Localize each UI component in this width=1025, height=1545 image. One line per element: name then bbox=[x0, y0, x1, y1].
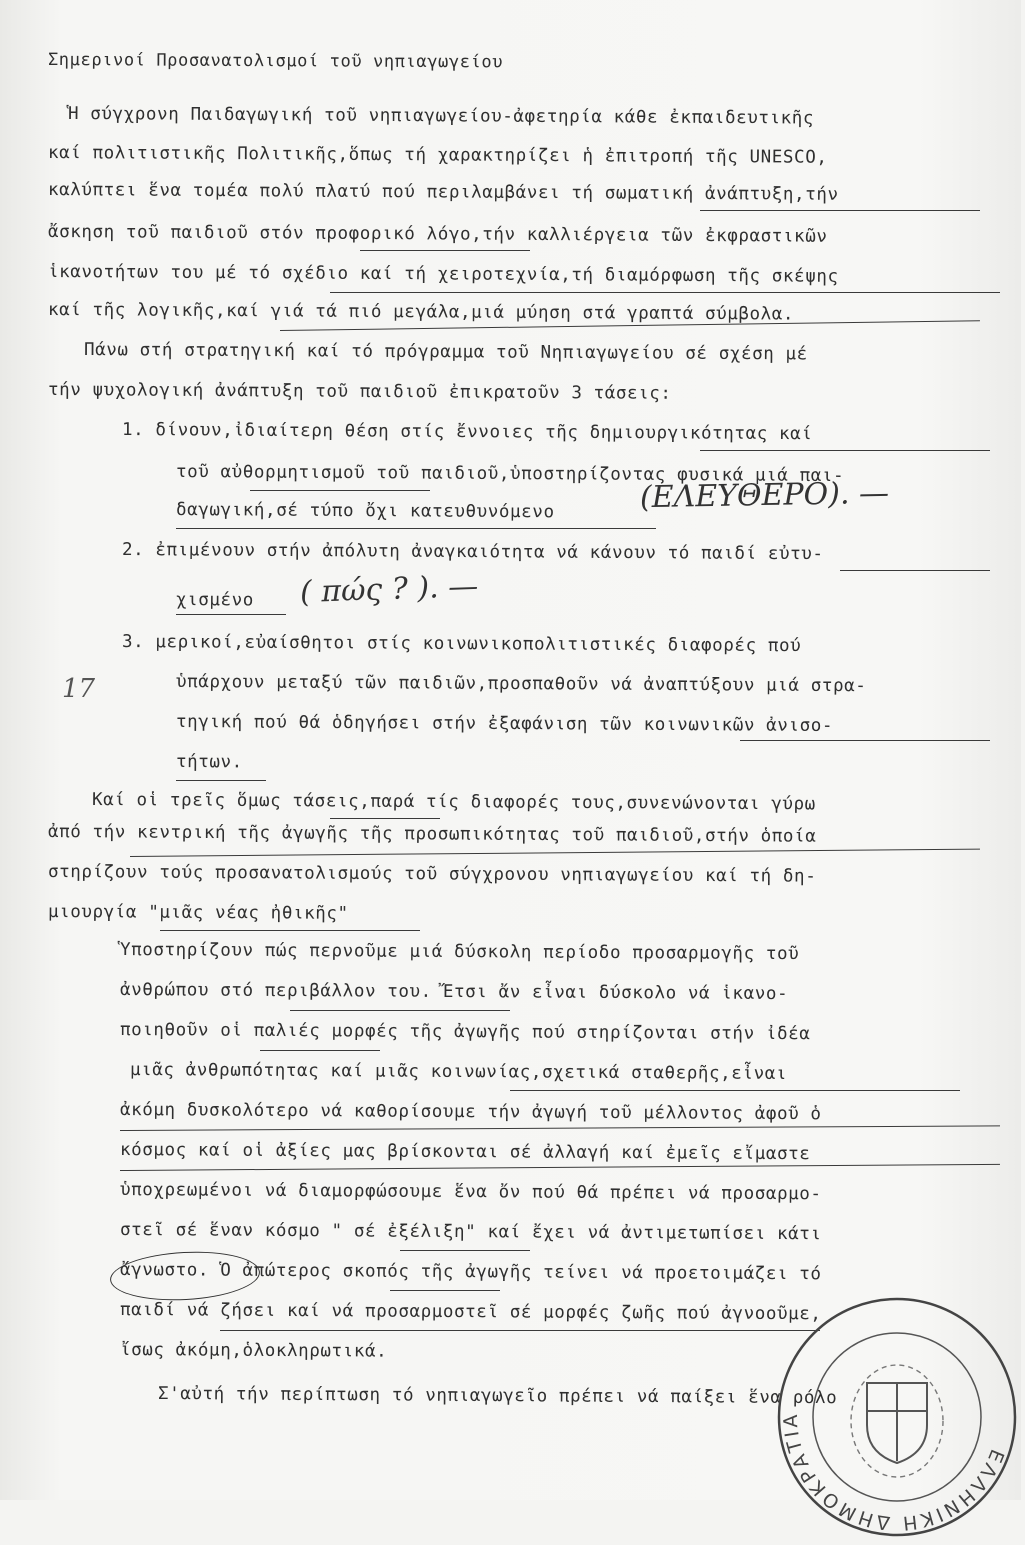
text-line-22: παιδί νά ζήσει καί νά προσαρμοστεῖ σέ μορφές ζωῆς πού ἀγνοοῦμε, bbox=[119, 1300, 822, 1325]
underline bbox=[740, 740, 990, 741]
text-line-3: καλύπτει ἕνα τομέα πολύ πλατύ πού περιλαμβάνει τή σωματική ἀνάπτυξη,τήν bbox=[47, 180, 839, 205]
list-item-1-line-2: τοῦ αὐθορμητισμοῦ τοῦ παιδιοῦ,ὑποστηρίζοντας φυσικά μιά παι- bbox=[175, 462, 845, 487]
text-line-20: στεῖ σέ ἕναν κόσμο " σέ ἐξέλιξη" καί ἔχει νά ἀντιμετωπίσει κάτι bbox=[119, 1220, 822, 1245]
underline bbox=[360, 250, 530, 251]
list-item-2-line-1: 2. ἐπιμένουν στήν ἀπόλυτη ἀναγκαιότητα νά κάνουν τό παιδί εὐτυ- bbox=[121, 540, 824, 565]
list-item-3-line-3: τηγική πού θά ὁδηγήσει στήν ἐξαφάνιση τῶν κοινωνικῶν ἀνισο- bbox=[175, 712, 834, 737]
underline bbox=[290, 1010, 510, 1011]
text-line-15: ποιηθοῦν οἱ παλιές μορφές τῆς ἀγωγῆς πού στηρίζονται στήν ἰδέα bbox=[119, 1020, 811, 1045]
text-line-1: Ἡ σύγχρονη Παιδαγωγική τοῦ νηπιαγωγείου-ἀφετηρία κάθε ἐκπαιδευτικῆς bbox=[67, 104, 815, 129]
list-item-3-line-2: ὑπάρχουν μεταξύ τῶν παιδιῶν,προσπαθοῦν νά ἀναπτύξουν μιά στρα- bbox=[175, 672, 867, 697]
underline bbox=[840, 570, 990, 571]
underline bbox=[176, 528, 656, 529]
text-line-4: ἄσκηση τοῦ παιδιοῦ στόν προφορικό λόγο,τήν καλλιέργεια τῶν ἐκφραστικῶν bbox=[47, 222, 828, 247]
stamp-text: ΕΛΛΗΝΙΚΗ ΔΗΜΟΚΡΑΤΙΑ bbox=[779, 1411, 1009, 1535]
text-line-23: ἴσως ἀκόμη,ὁλοκληρωτικά. bbox=[119, 1340, 388, 1362]
text-line-14: ἀνθρώπου στό περιβάλλον του. Ἔτσι ἄν εἶναι δύσκολο νά ἱκανο- bbox=[119, 980, 789, 1005]
underline bbox=[700, 210, 980, 211]
text-line-6: καί τῆς λογικῆς,καί γιά τά πιό μεγάλα,μιά μύηση στά γραπτά σύμβολα. bbox=[47, 300, 795, 325]
underline bbox=[330, 818, 440, 819]
text-line-7: Πάνω στή στρατηγική καί τό πρόγραμμα τοῦ Νηπιαγωγείου σέ σχέση μέ bbox=[83, 340, 808, 365]
list-item-1-line-1: 1. δίνουν,ἰδιαίτερη θέση στίς ἔννοιες τῆς δημιουργικότητας καί bbox=[121, 420, 813, 445]
handwritten-note-pos: ( πώς ? ). — bbox=[299, 568, 479, 611]
underline bbox=[250, 490, 430, 491]
official-stamp bbox=[770, 1290, 1025, 1545]
document-title: Σημερινοί Προσανατολισμοί τοῦ νηπιαγωγείου bbox=[47, 50, 504, 73]
underline bbox=[176, 614, 286, 615]
text-line-8: τήν ψυχολογική ἀνάπτυξη τοῦ παιδιοῦ ἐπικρατοῦν 3 τάσεις: bbox=[47, 380, 672, 404]
underline bbox=[400, 1250, 530, 1251]
underline bbox=[260, 1050, 380, 1051]
text-line-13: Ὑποστηρίζουν πώς περνοῦμε μιά δύσκολη περίοδο προσαρμογῆς τοῦ bbox=[119, 940, 800, 965]
handwritten-circle bbox=[109, 1248, 261, 1304]
coat-of-arms-emblem bbox=[851, 1365, 943, 1477]
text-line-16: μιᾶς ἀνθρωπότητας καί μιᾶς κοινωνίας,σχετικά σταθερῆς,εἶναι bbox=[129, 1060, 788, 1085]
underline bbox=[120, 1125, 1000, 1131]
underline bbox=[330, 292, 1000, 293]
underline bbox=[700, 450, 990, 451]
list-item-3-line-1: 3. μερικοί,εὐαίσθητοι στίς κοινωνικοπολιτιστικές διαφορές πού bbox=[121, 632, 802, 657]
text-line-10: ἀπό τήν κεντρική τῆς ἀγωγῆς τῆς προσωπικότητας τοῦ παιδιοῦ,στήν ὁποία bbox=[47, 822, 817, 847]
text-line-24: Σ'αὐτή τήν περίπτωση τό νηπιαγωγεῖο πρέπει νά παίξει ἕνα ρόλο bbox=[157, 1384, 838, 1409]
underline bbox=[130, 849, 980, 857]
text-line-21: ἄγνωστο. Ὁ ἀπώτερος σκοπός τῆς ἀγωγῆς τείνει νά προετοιμάζει τό bbox=[119, 1260, 822, 1285]
text-line-2: καί πολιτιστικῆς Πολιτικῆς,ὅπως τή χαρακτηρίζει ἡ ἐπιτροπή τῆς UNESCO, bbox=[47, 143, 828, 168]
underline bbox=[160, 930, 420, 931]
text-line-12: μιουργία "μιᾶς νέας ἠθικῆς" bbox=[47, 902, 349, 924]
list-item-1-line-3: δαγωγική,σέ τύπο ὄχι κατευθυνόμενο bbox=[175, 500, 555, 523]
list-item-2-line-2: χισμένο bbox=[175, 590, 255, 611]
underline bbox=[510, 1090, 960, 1091]
text-line-11: στηρίζουν τούς προσανατολισμούς τοῦ σύγχρονου νηπιαγωγείου καί τή δη- bbox=[47, 862, 817, 887]
underline bbox=[220, 1330, 820, 1331]
text-line-19: ὑποχρεωμένοι νά διαμορφώσουμε ἕνα ὄν πού θά πρέπει νά προσαρμο- bbox=[119, 1180, 822, 1205]
underline bbox=[120, 1164, 1000, 1171]
underline bbox=[176, 780, 266, 781]
list-item-3-line-4: τήτων. bbox=[175, 752, 243, 773]
text-line-17: ἀκόμη δυσκολότερο νά καθορίσουμε τήν ἀγωγή τοῦ μέλλοντος ἀφοῦ ὁ bbox=[119, 1100, 822, 1125]
text-line-9: Καί οἱ τρεῖς ὅμως τάσεις,παρά τίς διαφορές τους,συνενώνονται γύρω bbox=[91, 790, 816, 815]
margin-mark: 17 bbox=[62, 674, 96, 704]
text-line-5: ἱκανοτήτων του μέ τό σχέδιο καί τή χειροτεχνία,τή διαμόρφωση τῆς σκέψης bbox=[47, 262, 839, 287]
handwritten-note-eleuthero: (ΕΛΕΥΘΕΡΟ). — bbox=[639, 475, 890, 516]
text-line-18: κόσμος καί οἱ ἀξίες μας βρίσκονται σέ ἀλλαγή καί ἐμεῖς εἴμαστε bbox=[119, 1140, 811, 1165]
underline bbox=[390, 1290, 500, 1291]
